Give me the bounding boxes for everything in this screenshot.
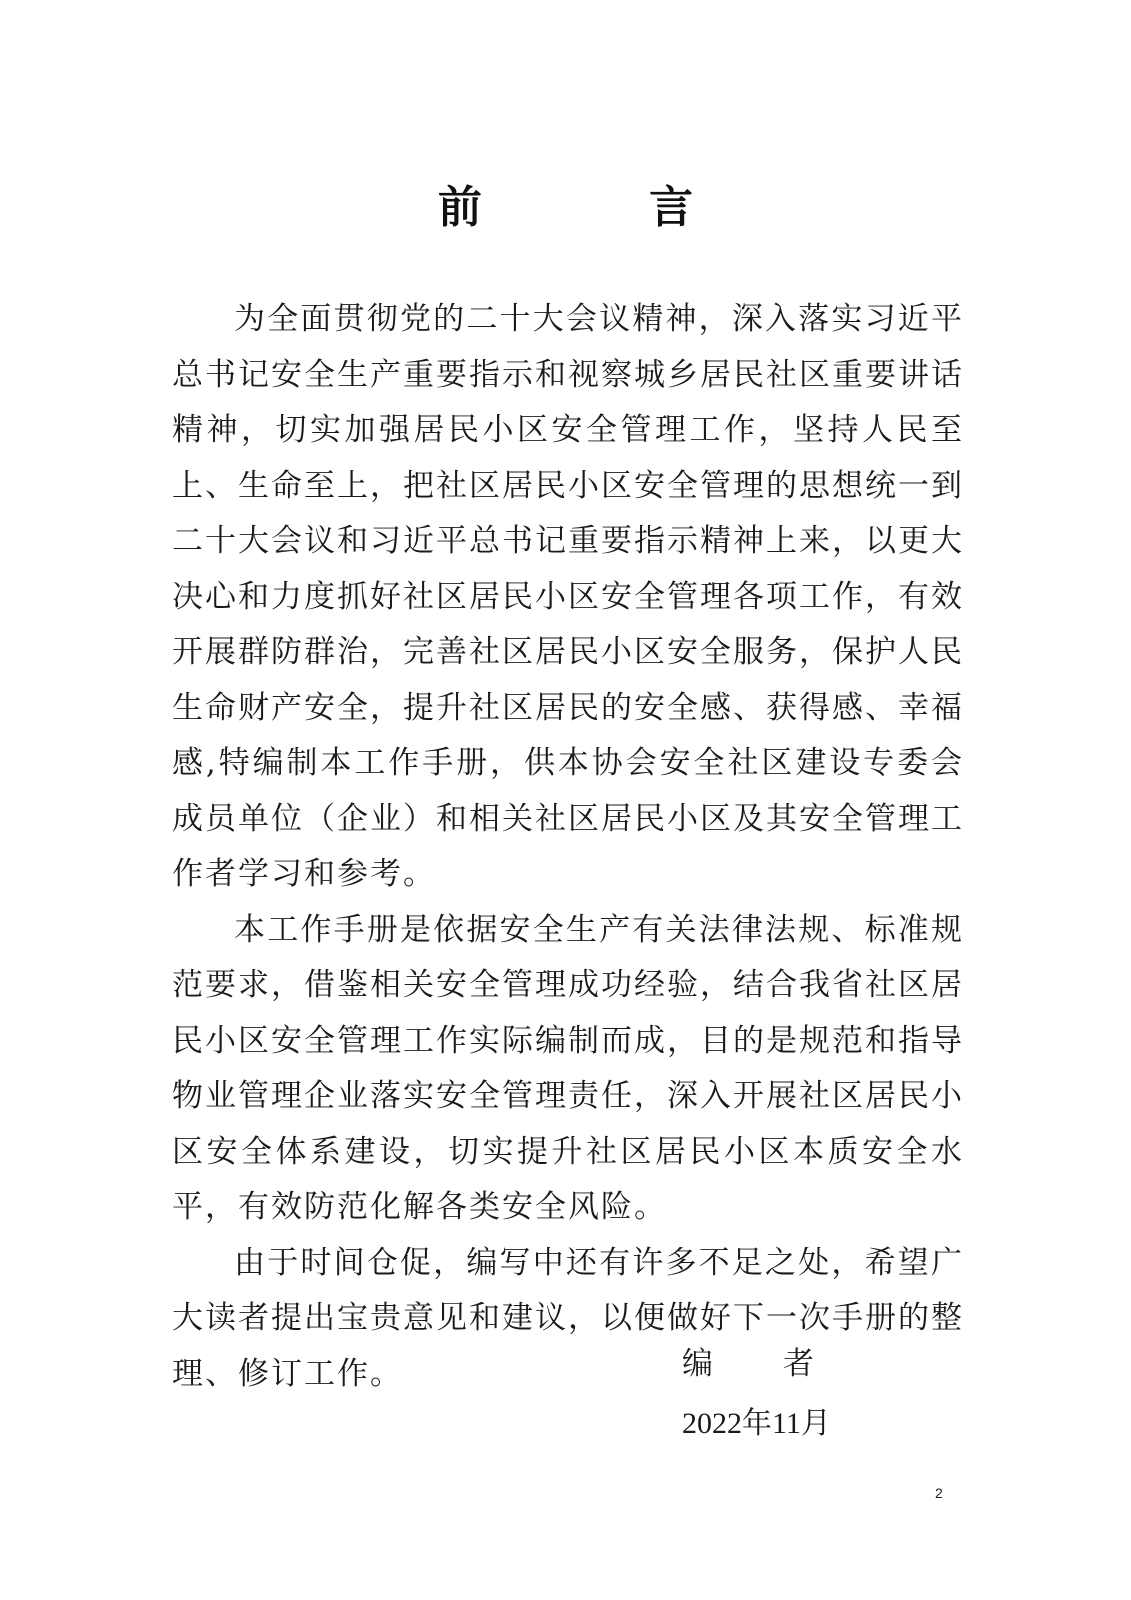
paragraph-2: 本工作手册是依据安全生产有关法律法规、标准规范要求，借鉴相关安全管理成功经验，结合我省社区居民小区安全管理工作实际编制而成，目的是规范和指导物业管理企业落实安全管理责任，深入开展社区居民小区安全体系建设，切实提升社区居民小区本质安全水平，有效防范化解各类安全风险。 [172,911,964,1225]
signature-date: 2022年11月 [682,1407,831,1440]
page-title: 前 言 [437,182,770,233]
signature-editor: 编者 [682,1346,884,1382]
signature-block [682,1337,884,1451]
page-number: 2 [935,1485,943,1501]
paragraph-3: 由于时间仓促，编写中还有许多不足之处，希望广大读者提出宝贵意见和建议，以便做好下一次手册的整理、修订工作。 [172,1244,964,1392]
paragraph-1: 为全面贯彻党的二十大会议精神，深入落实习近平总书记安全生产重要指示和视察城乡居民社区重要讲话精神，切实加强居民小区安全管理工作，坚持人民至上、生命至上，把社区居民小区安全管理的思想统一到二十大会议和习近平总书记重要指示精神上来，以更大决心和力度抓好社区居民小区安全管理各项工作，有效开展群防群治，完善社区居民小区安全服务，保护人民生命财产安全，提升社区居民的安全感、获得感、幸福感,特编制本工作手册，供本协会安全社区建设专委会成员单位（企业）和相关社区居民小区及其安全管理工作者学习和参考。 [172,301,964,892]
preface-body [172,292,964,1402]
